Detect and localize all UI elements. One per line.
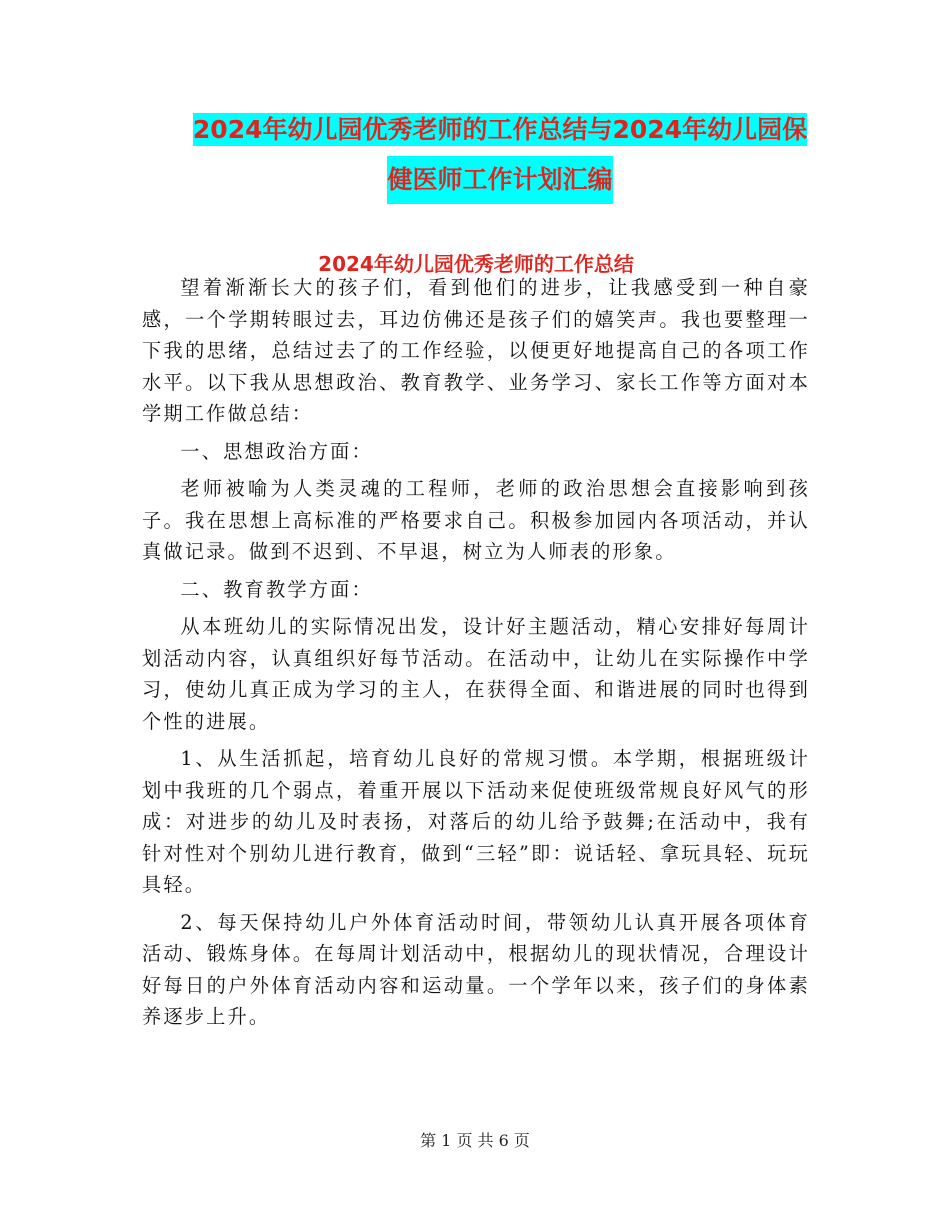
- paragraph: 望着渐渐长大的孩子们，看到他们的进步，让我感受到一种自豪感，一个学期转眼过去，耳边仿佛还是孩子们的嬉笑声。我也要整理一下我的思绪，总结过去了的工作经验，以便更好地提高自己的各项工作水平。以下我从思想政治、教育教学、业务学习、家长工作等方面对本学期工作做总结：: [142, 276, 810, 425]
- page-footer: 第 1 页 共 6 页: [420, 1131, 530, 1150]
- paragraph: 二、教育教学方面：: [180, 577, 373, 601]
- paragraph: 2、每天保持幼儿户外体育活动时间，带领幼儿认真开展各项体育活动、锻炼身体。在每周计划活动中，根据幼儿的现状情况，合理设计好每日的户外体育活动内容和运动量。一个学年以来，孩子们的身体素养逐步上升。: [142, 910, 810, 1028]
- paragraph: 从本班幼儿的实际情况出发，设计好主题活动，精心安排好每周计划活动内容，认真组织好每节活动。在活动中，让幼儿在实际操作中学习，使幼儿真正成为学习的主人，在获得全面、和谐进展的同时也得到个性的进展。: [142, 615, 810, 733]
- title-line-1: 2024年幼儿园优秀老师的工作总结与2024年幼儿园保: [192, 115, 808, 144]
- paragraph: 老师被喻为人类灵魂的工程师，老师的政治思想会直接影响到孩子。我在思想上高标准的严格要求自己。积极参加园内各项活动，并认真做记录。做到不迟到、不早退，树立为人师表的形象。: [142, 477, 810, 563]
- paragraph: 1、从生活抓起，培育幼儿良好的常规习惯。本学期，根据班级计划中我班的几个弱点，着重开展以下活动来促使班级常规良好风气的形成：对进步的幼儿及时表扬，对落后的幼儿给予鼓舞;在活动中，我有针对性对个别幼儿进行教育，做到“三轻”即：说话轻、拿玩具轻、玩玩具轻。: [142, 747, 810, 896]
- section-title: 2024年幼儿园优秀老师的工作总结: [318, 252, 634, 276]
- document-body: [142, 272, 810, 1039]
- paragraph: 一、思想政治方面：: [180, 439, 373, 463]
- title-line-2: 健医师工作计划汇编: [387, 156, 612, 204]
- document-title: [150, 108, 850, 204]
